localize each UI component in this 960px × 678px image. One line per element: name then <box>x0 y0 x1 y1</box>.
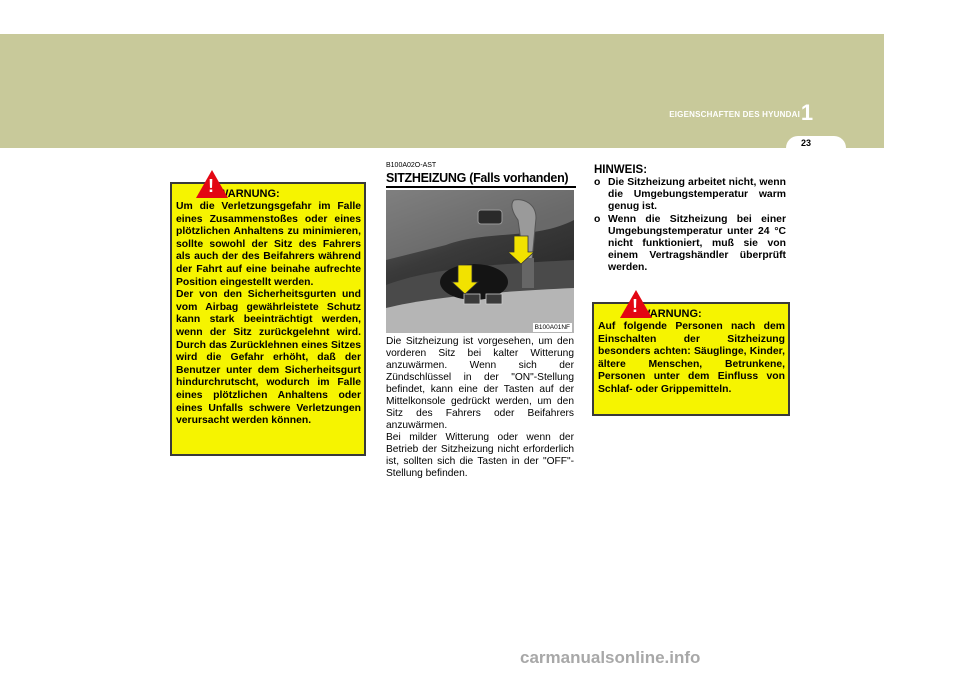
note-heading: HINWEIS: <box>594 164 648 176</box>
section-heading: SITZHEIZUNG (Falls vorhanden) <box>386 171 569 185</box>
warning-triangle-icon <box>620 290 652 318</box>
left-warning-box <box>170 182 366 456</box>
note-item <box>594 177 786 214</box>
left-warning-text <box>176 201 361 428</box>
note-item-text: Wenn die Sitzheizung bei einer Umgebungstemperatur unter 24 °C nicht funktioniert, muß sie von einem Vertragshändler überprüft werden. <box>608 213 786 274</box>
page-number: 23 <box>800 138 811 148</box>
section-title: EIGENSCHAFTEN DES HYUNDAI <box>669 110 800 119</box>
console-illustration <box>386 190 574 333</box>
body-paragraph-1: Die Sitzheizung ist vorgesehen, um den vorderen Sitz bei kalter Witterung anzuwärmen. Wenn sich der Zündschlüssel in der "ON"-Stellung befindet, kann eine der Tasten auf der Mittelkonsole gedrückt werden, um den Sitz des Fahrers oder Beifahrers anzuwärmen. <box>386 336 574 431</box>
right-warning-heading: WARNUNG: <box>640 308 702 320</box>
note-block <box>594 164 786 275</box>
seat-heater-photo <box>386 190 574 333</box>
section-code: B100A02O-AST <box>386 162 437 169</box>
note-item-text: Die Sitzheizung arbeitet nicht, wenn die Umgebungstemperatur warm genug ist. <box>608 177 786 213</box>
left-warning-paragraph-1: Um die Verletzungsgefahr im Falle eines Zusammenstoßes oder eines plötzlichen Anhaltens zu minimieren, sollte sowohl der Sitz des Fahrers als auch der des Beifahrers während der Fahrt auf eine beinahe aufrechte Position eingestellt werden. <box>176 201 361 288</box>
body-text <box>386 336 574 480</box>
body-paragraph-2: Bei milder Witterung oder wenn der Betrieb der Sitzheizung nicht erforderlich ist, sollten sich die Tasten in der "OFF"-Stellung befinden. <box>386 432 574 479</box>
image-code: B100A01NF <box>534 324 570 331</box>
note-bullet: o <box>594 213 601 225</box>
watermark: carmanualsonline.info <box>520 648 701 667</box>
note-bullet: o <box>594 177 601 188</box>
left-warning-paragraph-2: Der von den Sicherheitsgurten und vom Airbag gewährleistete Schutz kann stark beeinträchtigt werden, wenn der Sitz zurückgelehnt wird. Durch das Zurücklehnen eines Sitzes wird die Gefahr erhöht, daß der Benutzer unter dem Sicherheitsgurt hindurchrutscht, wodurch im Falle eines plötzlichen Anhaltens oder eines Unfalls schwere Verletzungen verursacht werden können. <box>176 289 361 427</box>
heading-rule <box>386 186 576 188</box>
right-warning-text: Auf folgende Personen nach dem Einschalten der Sitzheizung besonders achten: Säuglinge, Kinder, ältere Menschen, Betrunkene, Personen unter dem Einfluss von Schlaf- oder Grippemitteln. <box>598 321 785 395</box>
right-warning-box <box>592 302 790 416</box>
warning-triangle-icon <box>196 170 228 198</box>
chapter-number: 1 <box>800 100 814 125</box>
header-band <box>0 34 884 148</box>
note-item <box>594 214 786 275</box>
left-warning-heading: WARNUNG: <box>218 188 280 200</box>
